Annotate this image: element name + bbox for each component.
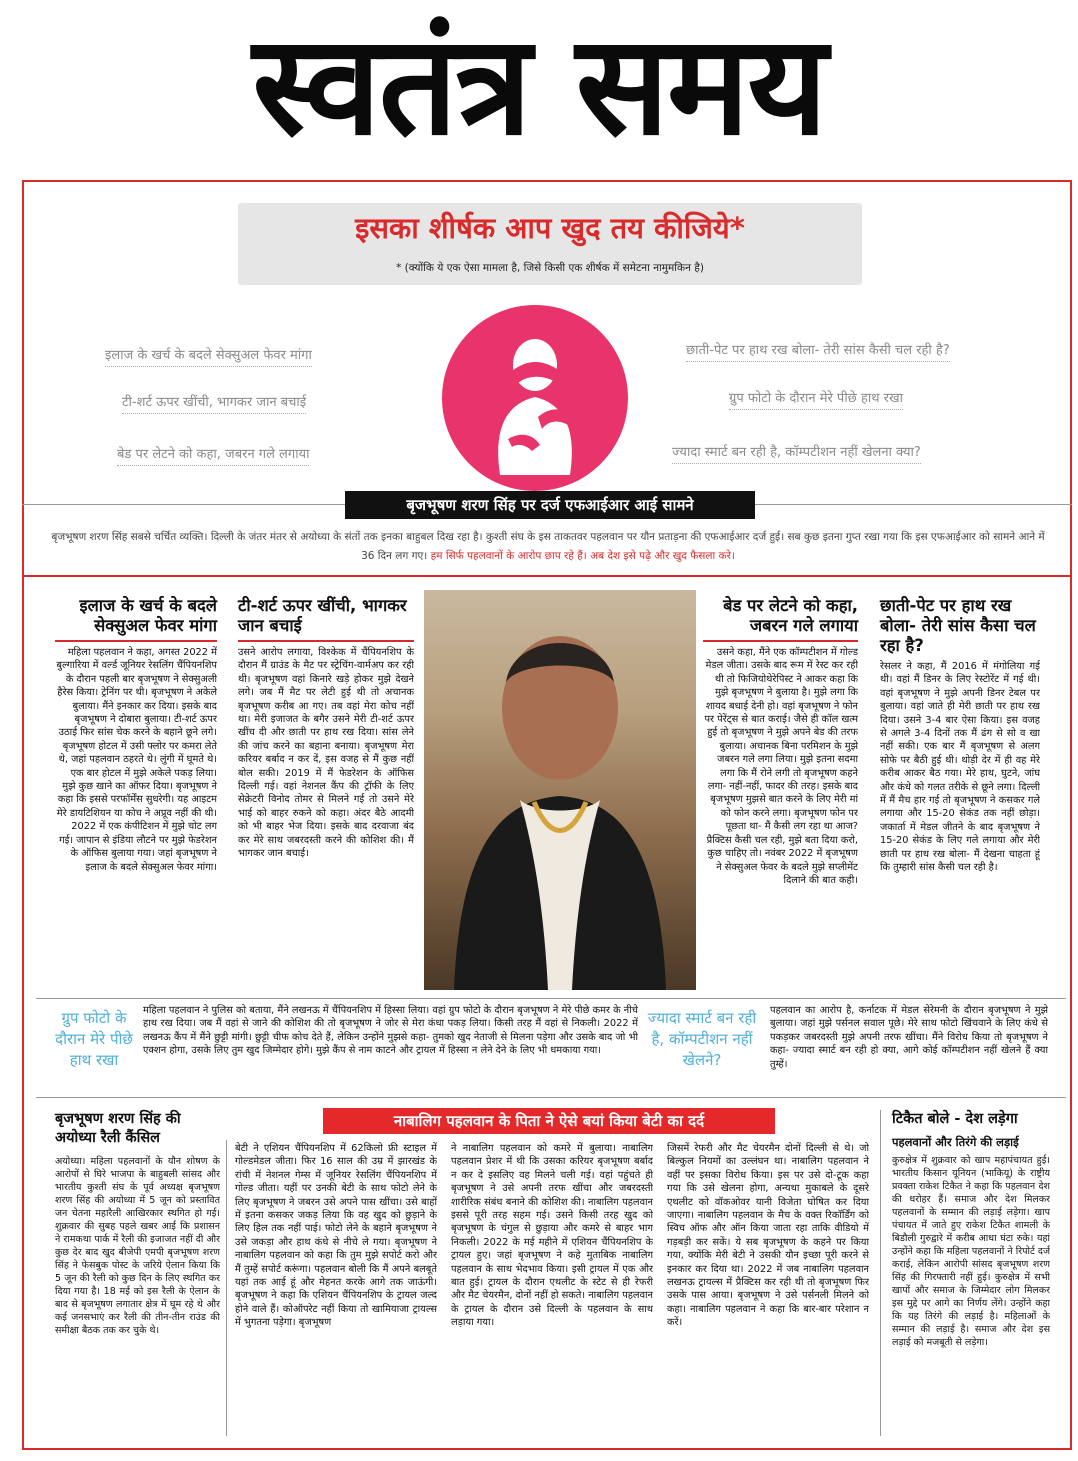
minor-section-banner: नाबालिग पहलवान के पिता ने ऐसे बयां किया बेटी का दर्द bbox=[323, 1108, 775, 1134]
minor-col-3: जिसमें रेफरी और मैट चेयरमैन दोनों दिल्ली से थे। जो बिल्कुल नियमों का उल्लंघन था। नाबालिग पहलवान ने वहीं पर इसका विरोध किया। इस पर उसे दो-टूक कहा गया कि उसे खेलना होगा, अन्यथा मुकाबले के दूसरे एथलीट को वॉकओवर यानी विजेता घोषित कर दिया जाएगा। नाबालिग पहलवान के मैच के वक्त रिकॉर्डिंग को स्विच ऑफ और ऑन किया जाता रहा ताकि वीडियो में गड़बड़ी कर सकें। ये सब बृजभूषण के कहने पर किया गया, क्योंकि मेरी बेटी ने उसकी यौन इच्छा पूरी करने से इनकार कर दिया था। 2022 में जब नाबालिग पहलवान लखनऊ ट्रायल्स में प्रैक्टिस कर रही थी तो बृजभूषण फिर उसके पास आया। बृजभूषण ने उसे पर्सनली मिलने को कहा। नाबालिग पहलवान ने कहा कि बार-बार परेशान न करें। bbox=[667, 1143, 869, 1329]
column-1-rule bbox=[55, 640, 217, 642]
pullquote-group-photo: ग्रुप फोटो के दौरान मेरे पीछे हाथ रखा bbox=[55, 1009, 133, 1069]
harassment-emblem-icon bbox=[442, 305, 628, 491]
minor-col-2: ने नाबालिग पहलवान को कमरे में बुलाया। नाबालिग पहलवान प्रेशर में थी कि उसका करियर बृजभूषण बर्बाद न कर दे इसलिए वह मिलने चली गई। वहां पहुंचते ही बृजभूषण ने उसे अपनी तरफ खींचा और जबरदस्ती शारीरिक संबंध बनाने की कोशिश की। नाबालिग पहलवान इससे पूरी तरह सहम गई। उसने किसी तरह खुद को बृजभूषण के चंगुल से छुड़ाया और कमरे से बाहर भाग निकली। 2022 के मई महीने में एशियन चैंपियनशिप के ट्रायल हुए। जहां बृजभूषण ने कहे मुताबिक नाबालिग पहलवान के साथ भेदभाव किया। इसी ट्रायल में एक और बात हुई। ट्रायल के दौरान एथलीट के स्टेट से ही रेफरी और मैट चेयरमैन, दोनों नहीं हो सकते। नाबालिग पहलवान के ट्रायल के दौरान उसे दिल्ली के पहलवान के साथ लड़ाया गया। bbox=[451, 1143, 653, 1329]
column-3-body: उसने कहा, मैंने एक कॉम्पटीशन में गोल्ड मेडल जीता। उसके बाद रूम में रेस्ट कर रही थी तो फिजियोथेरेपिस्ट ने आकर कहा कि मुझे बृजभूषण ने बुलाया है। मुझे लगा कि शायद बधाई देनी हो। वहां बृजभूषण ने फोन पर पेरेंट्स से बात कराई। जैसे ही कॉल खत्म हुई तो बृजभूषण ने मुझे अपने बेड की तरफ बुलाया। अचानक बिना परमिशन के मुझे जबरन गले लगा लिया। मुझे इतना सदमा लगा कि मैं रोने लगी तो बृजभूषण कहने लगा- नहीं-नहीं, फादर की तरह। इसके बाद बृजभूषण मुझसे बात करने के लिए मेरी मां को फोन करने लगा। बृजभूषण फोन पर पूछता था- मैं कैसी लग रहा था आज? प्रैक्टिस कैसी चल रही, मुझे बता दिया करो, कुछ चाहिए तो। नवंबर 2022 में बृजभूषण ने सेक्सुअल फेवर के बदले मुझे सप्लीमेंट दिलाने की बात कही। bbox=[704, 647, 858, 886]
column-1-heading: इलाज के खर्च के बदले सेक्सुअल फेवर मांगा bbox=[79, 596, 217, 635]
quote-left-2: टी-शर्ट ऊपर खींची, भागकर जान बचाई bbox=[122, 392, 306, 414]
tikait-subheading: पहलवानों और तिरंगे की लड़ाई bbox=[892, 1135, 1019, 1149]
quote-right-3: ज्यादा स्मार्ट बन रही है, कॉम्पटीशन नहीं खेलना क्या? bbox=[672, 442, 921, 464]
smart-body: पहलवान का आरोप है, कर्नाटक में मेडल सेरेमनी के दौरान बृजभूषण ने मुझे बुलाया। जहां मुझे पर्सनल सवाल पूछे। मेरे साथ फोटो खिंचवाने के लिए कंधे से पकड़कर जबरदस्ती मुझे अपनी तरफ खींचा। मैंने विरोध किया तो बृजभूषण ने कहा- ज्यादा स्मार्ट बन रही हो क्या, आगे कोई कॉम्पटीशन नहीं खेलने हैं क्या तुम्हें। bbox=[770, 1005, 1048, 1070]
column-divider bbox=[226, 1140, 227, 1436]
quote-right-1: छाती-पेट पर हाथ रख बोला- तेरी सांस कैसी चल रही है? bbox=[686, 340, 950, 362]
news-photo bbox=[424, 590, 696, 990]
intro-highlight: हम सिर्फ पहलवानों के आरोप छाप रहे हैं। अब देश इसे पढ़े और खुद फैसला करे। bbox=[430, 550, 735, 562]
ayodhya-heading: बृजभूषण शरण सिंह की अयोध्या रैली कैंसिल bbox=[55, 1111, 181, 1146]
row-divider-2 bbox=[36, 1097, 1066, 1098]
column-3-rule bbox=[703, 640, 858, 642]
ayodhya-body: अयोध्या। महिला पहलवानों के यौन शोषण के आरोपों से घिरे भाजपा के बाहुबली सांसद और भारतीय कुश्ती संघ के पूर्व अध्यक्ष बृजभूषण शरण सिंह की अयोध्या में 5 जून को प्रस्तावित जन चेतना महारैली आखिरकार स्थगित हो गई। शुक्रवार की सुबह पहले खबर आई कि प्रशासन ने रामकथा पार्क में रैली की इजाजत नहीं दी और कुछ देर बाद खुद बीजेपी एमपी बृजभूषण शरण सिंह ने फेसबुक पोस्ट के जरिये ऐलान किया कि 5 जून की रैली को कुछ दिन के लिए स्थगित कर दिया गया है। 18 मई को इस रैली के ऐलान के बाद से बृजभूषण लगातार क्षेत्र में घूम रहे थे और कई जनसभाएं कर रैली की तीन-तीन राउंड की समीक्षा बैठक तक कर चुके थे। bbox=[55, 1156, 220, 1336]
column-divider-2 bbox=[880, 1110, 881, 1436]
column-1-body: महिला पहलवान ने कहा, अगस्त 2022 में बुल्गारिया में वर्ल्ड जूनियर रेसलिंग चैंपियनशिप के दौरान पहली बार बृजभूषण ने सेक्सुअली हैरेस किया। ट्रेनिंग पर थी। बृजभूषण ने अकेले बुलाया। मैंने इनकार कर दिया। इसके बाद बृजभूषण ने दोबारा बुलाया। टी-शर्ट ऊपर उठाई फिर सांस चेक करने के बहाने छूने लगे। बृजभूषण होटल में उसी फ्लोर पर कमरा लेते थे, जहां पहलवान ठहरते थे। लुंगी में घूमते थे। एक बार होटल में मुझे अकेले पकड़ लिया। मुझे कुछ खाने का ऑफर दिया। बृजभूषण ने कहा कि इससे परफॉर्मेंस सुधरेगी। यह आइटम मेरे डायटिशियन या कोच ने अप्रूव नहीं की थी। 2022 में एक कंपीटिशन में मुझे चोट लग गई। जापान से इंडिया लौटने पर मुझे फेडरेशन के ऑफिस बुलाया गया। जहां बृजभूषण ने इलाज के बदले सेक्सुअल फेवर मांगा। bbox=[56, 647, 217, 873]
minor-col-1: बेटी ने एशियन चैंपियनशिप में 62किलो फ्री स्टाइल में गोल्डमेडल जीता। फिर 16 साल की उम्र में झारखंड के रांची में नेशनल गेम्स में जूनियर रेसलिंग चैंपियनशिप में गोल्ड जीता। यहीं पर उनकी बेटी के साथ फोटो लेने के लिए बृजभूषण ने जबरन उसे अपने पास खींचा। उसे बाहों में इतना कसकर जकड़ लिया कि वह खुद को छुड़ाने के लिए हिल तक नहीं पाई। फोटो लेने के बहाने बृजभूषण ने उसे जकड़ा और हाथ कंधे से नीचे ले गया। बृजभूषण ने नाबालिग पहलवान को कहा कि तुम मुझे सपोर्ट करो और मैं तुम्हें सपोर्ट करूंगा। पहलवान बोली कि मैं अपने बलबूते यहां तक आई हूं और मेहनत करके आगे तक जाऊंगी। बृजभूषण ने कहा कि एशियन चैंपियनशिप के ट्रायल जल्द होने वाले हैं। कोऑपरेट नहीं किया तो खामियाजा ट्रायल्स में भुगतना पड़ेगा। बृजभूषण bbox=[235, 1143, 437, 1329]
column-4-heading: छाती-पेट पर हाथ रख बोला- तेरी सांस कैसा चल रहा है? bbox=[880, 596, 1036, 655]
person-portrait-icon bbox=[424, 590, 696, 990]
intro-divider bbox=[22, 575, 1072, 577]
page-subtitle: * (क्योंकि ये एक ऐसा मामला है, जिसे किसी एक शीर्षक में समेटना नामुमकिन है) bbox=[396, 262, 704, 274]
intro-paragraph bbox=[48, 528, 1048, 566]
column-2-rule bbox=[238, 640, 414, 642]
section-banner: बृजभूषण शरण सिंह पर दर्ज एफआईआर आई सामने bbox=[345, 491, 755, 519]
column-4-body: रेसलर ने कहा, मैं 2016 में मंगोलिया गई थी। वहां मैं डिनर के लिए रेस्टोरेंट में गई थी। वहां बृजभूषण ने मुझे अपनी डिनर टेबल पर बुलाया। वहां जाते ही मेरी छाती पर हाथ रख दिया। उसने 3-4 बार ऐसा किया। इस वजह से अगले 3-4 दिनों तक मैं ढंग से सो व खा नहीं सकी। एक बार मैं बृजभूषण से अलग सोफे पर बैठी हुई थी। थोड़ी देर में ही वह मेरे करीब आकर बैठ गया। मेरे हाथ, घुटने, जांघ और कंधे को गलत तरीके से छूने लगा। दिल्ली में मैं मैच हार गई तो बृजभूषण ने कसकर गले लगाया और 15-20 सेकंड तक नहीं छोड़ा। जकार्ता में मेडल जीतने के बाद बृजभूषण ने 15-20 सेकंड के लिए गले लगाया और मेरी छाती पर हाथ रख बोला- मैं देखना चाहता हूं कि तुम्हारी सांस कैसी चल रही है। bbox=[880, 661, 1040, 874]
group-photo-body: महिला पहलवान ने पुलिस को बताया, मैंने लखनऊ में चैंपियनशिप में हिस्सा लिया। वहां ग्रुप फोटो के दौरान बृजभूषण ने मेरे पीछे कमर के नीचे हाथ रख दिया। जब मैं वहां से जाने की कोशिश की तो बृजभूषण ने जोर से मेरा कंधा पकड़ लिया। किसी तरह मैं वहां से निकली। 2022 में लखनऊ कैंप में मैंने छुट्टी मांगी। छुट्टी चीफ कोच देते हैं, लेकिन उन्होंने मुझसे कहा- तुमको खुद नेताजी से मिलना पड़ेगा और उसके बाद जो भी एक्शन होगा, उसके लिए तुम खुद जिम्मेदार होगे। मुझे कैंप से नाम काटने और ट्रायल में हिस्सा न लेने देने के लिए भी धमकाया गया। bbox=[143, 1005, 638, 1057]
page-title: इसका शीर्षक आप खुद तय कीजिये* bbox=[355, 211, 745, 245]
intro-text: बृजभूषण शरण सिंह सबसे चर्चित व्यक्ति। दिल्ली के जंतर मंतर से अयोध्या के संतों तक इनका बाहुबल दिख रहा है। कुश्ती संघ के इस ताकतवर पहलवान पर यौन प्रताड़ना की एफआईआर दर्ज हुई। सब कुछ इतना गुप्त रखा गया कि इस एफआईआर को सामने आने में 36 दिन लग गए। bbox=[51, 531, 1045, 562]
column-3-heading: बेड पर लेटने को कहा, जबरन गले लगाया bbox=[723, 596, 858, 635]
row-divider bbox=[36, 998, 1066, 999]
column-2-heading: टी-शर्ट ऊपर खींची, भागकर जान बचाई bbox=[238, 596, 407, 635]
tikait-body: कुरुक्षेत्र में शुक्रवार को खाप महापंचायत हुई। भारतीय किसान यूनियन (भाकियू) के राष्ट्रीय प्रवक्ता राकेश टिकैत ने कहा कि पहलवान देश की धरोहर हैं। समाज और देश मिलकर पहलवानों के सम्मान की लड़ाई लड़ेगा। खाप पंचायत में जाते हुए राकेश टिकैत शामली के बिडौली गुरुद्वारे में करीब आधा घंटा रुके। यहां उन्होंने कहा कि महिला पहलवानों ने रिपोर्ट दर्ज कराई, लेकिन आरोपी सांसद बृजभूषण शरण सिंह की गिरफ्तारी नहीं हुई। कुरुक्षेत्र में सभी खापों और समाज के जिम्मेदार लोग मिलकर इस मुद्दे पर आगे का निर्णय लेंगे। उन्होंने कहा कि यह तिरंगे की लड़ाई है। महिलाओं के सम्मान की लड़ाई है। समाज और देश इस लड़ाई को मजबूती से लड़ेगा। bbox=[892, 1155, 1050, 1348]
pullquote-smart: ज्यादा स्मार्ट बन रही है, कॉम्पटीशन नहीं खेलने? bbox=[647, 1009, 757, 1069]
column-2-body: उसने आरोप लगाया, विश्केक में चैंपियनशिप के दौरान मैं ग्राउंड के मैट पर स्ट्रेचिंग-वार्मअप कर रही थी। बृजभूषण वहां किनारे खड़े होकर मुझे देखने लगे। जब मैं मैट पर लेटी हुई थी तो अचानक बृजभूषण करीब आ गए। तब वहां मेरा कोच नहीं था। मेरी इजाजत के बगैर उसने मेरी टी-शर्ट ऊपर खींच दी और छाती पर हाथ रख दिया। सांस लेने की जांच करने का बहाना बनाया। बृजभूषण मेरा करियर बर्बाद न कर दें, इस वजह से मैं कुछ नहीं बोल सकी। 2019 में मैं फेडरेशन के ऑफिस दिल्ली गई। वहां नेशनल कैंप की ट्रॉफी के लिए सेक्रेटरी विनोद तोमर से मिलने गई तो उसने मेरे भाई को बाहर रुकने को कहा। अंदर बैठे आदमी को भी बाहर भेज दिया। इसके बाद दरवाजा बंद कर मेरे साथ जबरदस्ती करने की कोशिश की। मैं भागकर जान बचाई। bbox=[238, 647, 414, 860]
emblem-figure-icon bbox=[442, 305, 628, 491]
quote-left-3: बेड पर लेटने को कहा, जबरन गले लगाया bbox=[117, 444, 309, 466]
quote-right-2: ग्रुप फोटो के दौरान मेरे पीछे हाथ रखा bbox=[729, 388, 903, 410]
quote-left-1: इलाज के खर्च के बदले सेक्सुअल फेवर मांगा bbox=[105, 345, 312, 367]
masthead: स्वतंत्र समय bbox=[252, 3, 826, 166]
tikait-heading: टिकैत बोले - देश लड़ेगा bbox=[892, 1111, 1018, 1127]
